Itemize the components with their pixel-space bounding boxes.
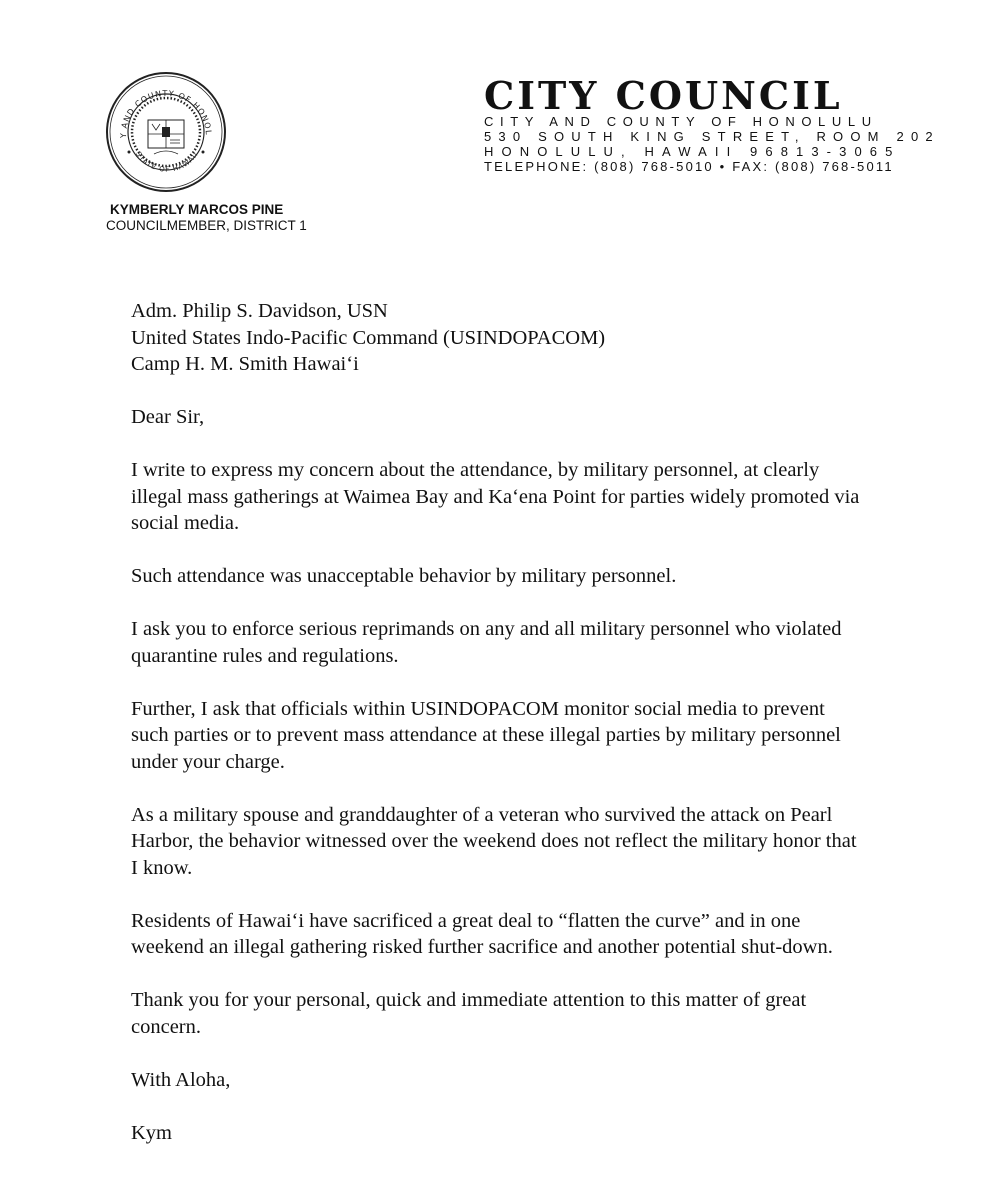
svg-text:CITY AND COUNTY OF HONOLULU: Y AND COUNTY OF HONOL: [118, 88, 214, 139]
city-seal: [104, 70, 228, 194]
seal-icon: [104, 70, 228, 194]
salutation: Dear Sir,: [131, 406, 205, 428]
letterhead: [484, 73, 940, 174]
letter-paragraph: Thank you for your personal, quick and immediate attention to this matter of great concern.: [131, 989, 807, 1038]
recipient-organization: United States Indo-Pacific Command (USINDOPACOM): [131, 326, 606, 349]
signature: Kym: [131, 1121, 172, 1144]
recipient-name: Adm. Philip S. Davidson, USN: [131, 300, 388, 322]
councilmember-title: COUNCILMEMBER, DISTRICT 1: [106, 218, 307, 233]
councilmember-block: [106, 202, 307, 234]
letter-paragraph: I ask you to enforce serious reprimands on any and all military personnel who violated quarantine rules and regulations.: [131, 618, 842, 667]
letter-paragraph: I write to express my concern about the attendance, by military personnel, at clearly illegal mass gatherings at Waimea Bay and Ka‘ena Point for parties widely promoted via social media.: [131, 459, 860, 534]
recipient-location: Camp H. M. Smith Hawai‘i: [131, 353, 359, 375]
letter-body: [131, 298, 861, 1173]
recipient-address: [131, 298, 861, 378]
letterhead-street: 530 SOUTH KING STREET, ROOM 202: [484, 129, 940, 144]
closing: With Aloha,: [131, 1068, 231, 1091]
letterhead-jurisdiction: CITY AND COUNTY OF HONOLULU: [484, 114, 878, 129]
letterhead-phone-fax: TELEPHONE: (808) 768-5010 • FAX: (808) 768-5011: [484, 159, 894, 174]
letter-paragraph: Such attendance was unacceptable behavior by military personnel.: [131, 565, 677, 587]
letter-paragraph: As a military spouse and granddaughter of a veteran who survived the attack on Pearl Harbor, the behavior witnessed over the weekend does not reflect the military honor that I know.: [131, 803, 857, 879]
letter-paragraph: Residents of Hawai‘i have sacrificed a great deal to “flatten the curve” and in one weekend an illegal gathering risked further sacrifice and another potential shut-down.: [131, 909, 833, 958]
letter-paragraph: Further, I ask that officials within USINDOPACOM monitor social media to prevent such parties or to prevent mass attendance at these illegal parties by military personnel under your charge.: [131, 697, 841, 773]
svg-text:STATE OF HAWAII: STATE OF HAWAII: [133, 150, 200, 174]
letterhead-city: HONOLULU, HAWAII 96813-3065: [484, 144, 901, 159]
council-title: CITY COUNCIL: [484, 73, 843, 118]
councilmember-name: KYMBERLY MARCOS PINE: [110, 202, 284, 217]
